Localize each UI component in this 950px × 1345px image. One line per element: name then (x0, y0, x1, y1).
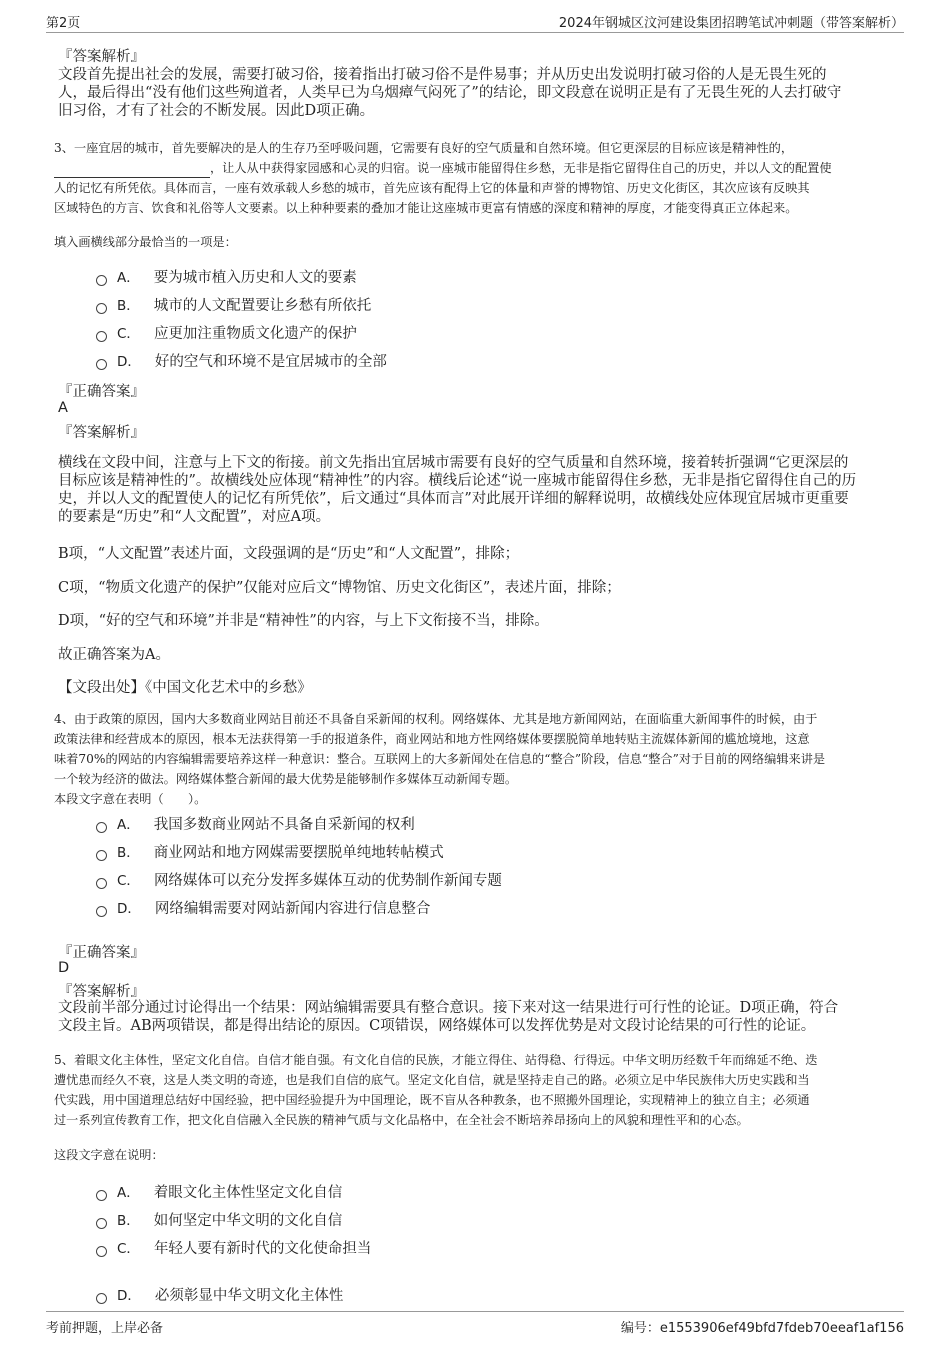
q4-stem-line: 政策法律和经营成本的原因，根本无法获得第一手的报道条件，商业网站和地方性网络媒体要摆脱简单地转贴主流媒体新闻的尴尬境地，这意 (54, 732, 810, 746)
q4-stem (54, 709, 924, 809)
q3-stem-line: 人的记忆有所凭依。具体而言，一座有效承载人乡愁的城市，首先应该有配得上它的体量和声誉的博物馆、历史文化街区，其次应该有反映其 (54, 181, 810, 195)
page-number: 第2页 (46, 16, 81, 31)
q4-stem-line: 4、由于政策的原因，国内大多数商业网站目前还不具备自采新闻的权利。网络媒体、尤其是地方新闻网站，在面临重大新闻事件的时候，由于 (54, 712, 818, 726)
q4-stem-line: 味着70%的网站的内容编辑需要培养这样一种意识：整合。互联网上的大多新闻处在信息的“整合”阶段，信息“整合”对于目前的网络编辑来讲是 (54, 752, 826, 766)
page-header (46, 10, 904, 33)
q5-option-b[interactable]: B． 如何坚定中华文明的文化自信 (96, 1209, 342, 1229)
q3-stem-line: 3、一座宜居的城市，首先要解决的是人的生存乃至呼吸问题，它需要有良好的空气质量和自然环境。但它更深层的目标应该是精神性的， (54, 141, 794, 155)
q4-option-c[interactable]: C． 网络媒体可以充分发挥多媒体互动的优势制作新闻专题 (96, 869, 502, 889)
q3-analysis-label: 『答案解析』 (58, 425, 145, 441)
document-title: 2024年钢城区汶河建设集团招聘笔试冲刺题（带答案解析） (558, 16, 904, 31)
q3-analysis-c: C项，“物质文化遗产的保护”仅能对应后文“博物馆、历史文化街区”，表述片面，排除； (58, 580, 621, 596)
radio-icon[interactable] (96, 1190, 107, 1201)
q4-option-b[interactable]: B． 商业网站和地方网媒需要摆脱单纯地转帖模式 (96, 841, 444, 861)
q4-analysis-label: 『答案解析』 (58, 984, 145, 1000)
q4-stem-line: 本段文字意在表明（ ）。 (54, 792, 207, 806)
q5-question: 这段文字意在说明： (54, 1148, 164, 1162)
q3-answer-label: 『正确答案』 (58, 384, 145, 400)
q3-analysis-line: 史，并以人文的配置使人的记忆有所凭依”，后文通过“具体而言”对此展开详细的解释说明，故横线处应体现宜居城市更重要 (58, 491, 849, 507)
radio-icon[interactable] (96, 822, 107, 833)
radio-icon[interactable] (96, 359, 107, 370)
radio-icon[interactable] (96, 850, 107, 861)
q3-analysis-b: B项，“人文配置”表述片面，文段强调的是“历史”和“人文配置”，排除； (58, 546, 520, 562)
q2-analysis-line: 人，最后得出“没有他们这些殉道者，人类早已为乌烟瘴气闷死了”的结论，即文段意在说明正是有了无畏生死的人去打破守 (58, 85, 842, 101)
q4-analysis (58, 999, 908, 1035)
q4-analysis-line: 文段前半部分通过讨论得出一个结果：网站编辑需要具有整合意识。接下来对这一结果进行可行性的论证。D项正确，符合 (58, 1000, 839, 1016)
q4-answer-label: 『正确答案』 (58, 945, 145, 961)
page-footer (46, 1311, 904, 1338)
q5-stem-line: 过一系列宣传教育工作，把文化自信融入全民族的精神气质与文化品格中，在全社会不断培养昂扬向上的风貌和理性平和的心态。 (54, 1113, 749, 1127)
q5-stem-line: 5、着眼文化主体性，坚定文化自信。自信才能自强。有文化自信的民族，才能立得住、站得稳、行得远。中华文明历经数千年而绵延不绝、迭 (54, 1053, 818, 1067)
q3-source: 【文段出处】《中国文化艺术中的乡愁》 (58, 680, 312, 696)
q5-stem-line: 遭忧患而经久不衰，这是人类文明的奇迹，也是我们自信的底气。坚定文化自信，就是坚持走自己的路。必须立足中华民族伟大历史实践和当 (54, 1073, 810, 1087)
q3-stem-line-blank: ，让人从中获得家园感和心灵的归宿。说一座城市能留得住乡愁，无非是指它留得住自己的历史，并以人文的配置使 (54, 158, 914, 178)
q3-analysis-line: 目标应该是精神性的”。故横线处应体现“精神性”的内容。横线后论述“说一座城市能留得住乡愁，无非是指它留得住自己的历 (58, 473, 857, 489)
q3-analysis-line: 横线在文段中间，注意与上下文的衔接。前文先指出宜居城市需要有良好的空气质量和自然环境，接着转折强调“它更深层的 (58, 455, 849, 471)
q4-option-a[interactable]: A． 我国多数商业网站不具备自采新闻的权利 (96, 813, 415, 833)
radio-icon[interactable] (96, 275, 107, 286)
radio-icon[interactable] (96, 1293, 107, 1304)
q2-analysis-line: 文段首先提出社会的发展，需要打破习俗，接着指出打破习俗不是件易事；并从历史出发说明打破习俗的人是无畏生死的 (58, 67, 827, 83)
radio-icon[interactable] (96, 331, 107, 342)
q5-option-a[interactable]: A． 着眼文化主体性坚定文化自信 (96, 1181, 342, 1201)
q4-option-d[interactable]: D． 网络编辑需要对网站新闻内容进行信息整合 (96, 897, 430, 917)
q3-answer: A (58, 400, 68, 416)
document-id: 编号：e1553906ef49bfd7fdeb70eeaf1af156 (620, 1321, 904, 1336)
radio-icon[interactable] (96, 1218, 107, 1229)
q3-analysis-d: D项，“好的空气和环境”并非是“精神性”的内容，与上下文衔接不当，排除。 (58, 613, 549, 629)
q3-analysis-line: 的要素是“历史”和“人文配置”，对应A项。 (58, 509, 331, 525)
q3-option-a[interactable]: A． 要为城市植入历史和人文的要素 (96, 266, 357, 286)
q3-conclusion: 故正确答案为A。 (58, 647, 170, 663)
radio-icon[interactable] (96, 1246, 107, 1257)
q4-analysis-line: 文段主旨。AB两项错误，都是得出结论的原因。C项错误，网络媒体可以发挥优势是对文段讨论结果的可行性的论证。 (58, 1018, 816, 1034)
q3-option-d[interactable]: D． 好的空气和环境不是宜居城市的全部 (96, 350, 387, 370)
q3-stem-line: 区域特色的方言、饮食和礼俗等人文要素。以上种种要素的叠加才能让这座城市更富有情感的深度和精神的厚度，才能变得真正立体起来。 (54, 201, 798, 215)
footer-slogan: 考前押题，上岸必备 (46, 1321, 164, 1336)
q4-stem-line: 一个较为经济的做法。网络媒体整合新闻的最大优势是能够制作多媒体互动新闻专题。 (54, 772, 518, 786)
q3-option-b[interactable]: B． 城市的人文配置要让乡愁有所依托 (96, 294, 371, 314)
radio-icon[interactable] (96, 906, 107, 917)
q2-analysis-label: 『答案解析』 (58, 49, 145, 65)
q5-option-d[interactable]: D． 必须彰显中华文明文化主体性 (96, 1284, 343, 1304)
fill-blank (54, 165, 210, 178)
q3-question: 填入画横线部分最恰当的一项是： (54, 235, 237, 249)
q4-answer: D (58, 960, 70, 976)
q5-stem (54, 1050, 924, 1130)
radio-icon[interactable] (96, 878, 107, 889)
q5-stem-line: 代实践，用中国道理总结好中国经验，把中国经验提升为中国理论，既不盲从各种教条，也不照搬外国理论，实现精神上的独立自主；必须通 (54, 1093, 810, 1107)
q2-analysis-line: 旧习俗，才有了社会的不断发展。因此D项正确。 (58, 103, 375, 119)
q2-analysis (58, 66, 908, 120)
q3-analysis-main (58, 454, 908, 526)
radio-icon[interactable] (96, 303, 107, 314)
q3-option-c[interactable]: C． 应更加注重物质文化遗产的保护 (96, 322, 357, 342)
q3-stem (54, 138, 914, 218)
q5-option-c[interactable]: C． 年轻人要有新时代的文化使命担当 (96, 1237, 371, 1257)
